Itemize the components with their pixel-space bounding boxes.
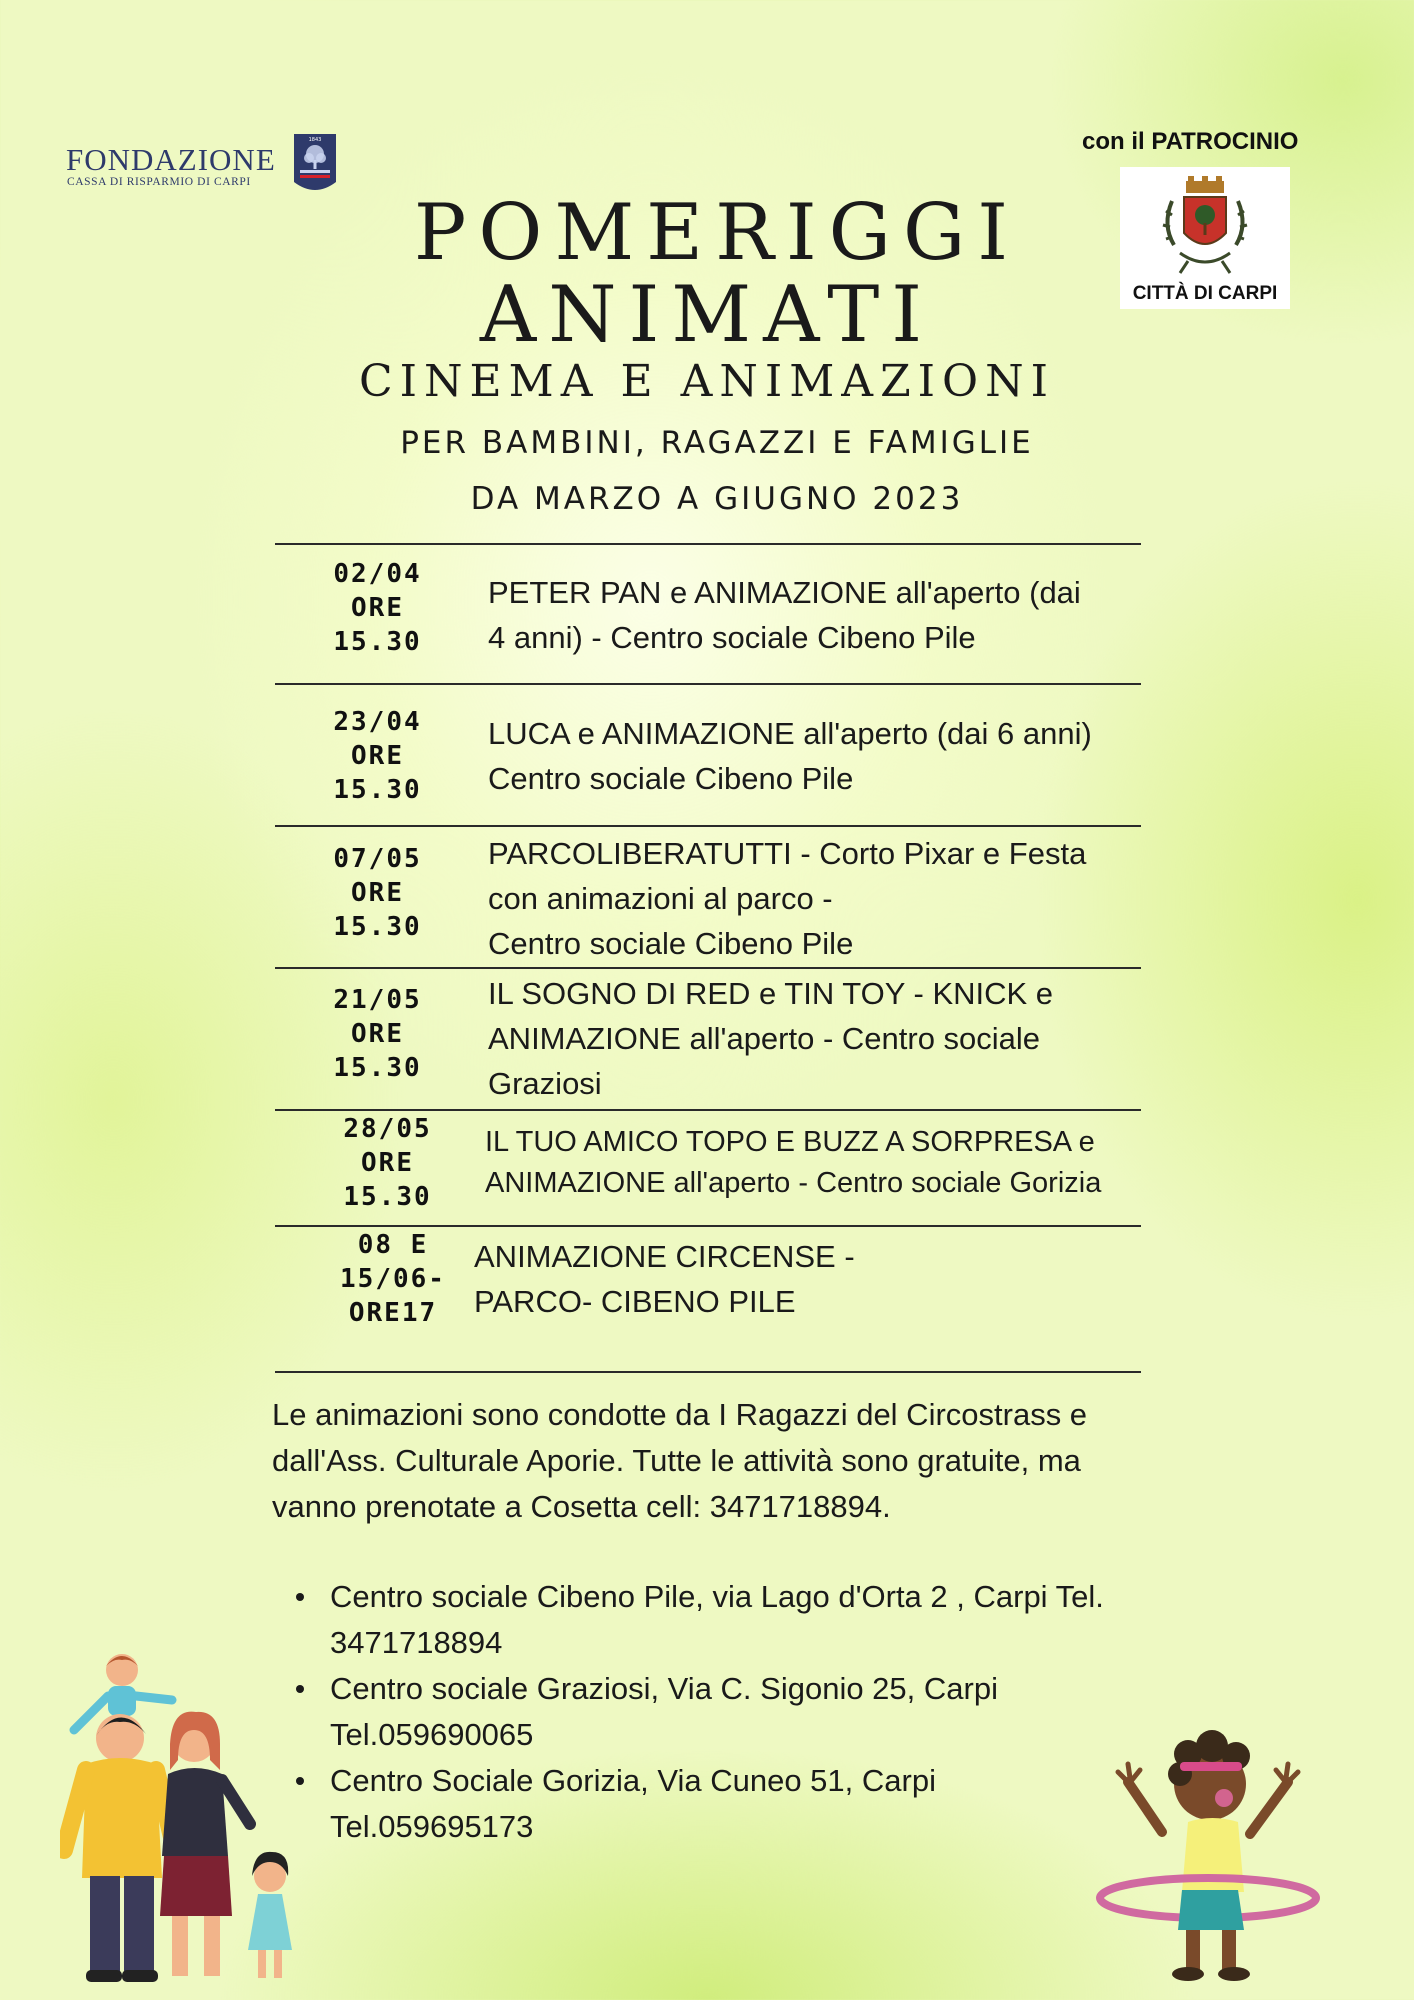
event-date-day: 23/04 bbox=[333, 707, 422, 737]
contact-phone: Tel.059695173 bbox=[330, 1809, 534, 1844]
event-date-time: 15.30 bbox=[333, 912, 422, 942]
divider bbox=[275, 683, 1141, 685]
event-date-ore: ORE bbox=[351, 741, 404, 771]
event-date-day: 07/05 bbox=[333, 844, 422, 874]
event-description-line: PETER PAN e ANIMAZIONE all'aperto (dai bbox=[488, 575, 1081, 610]
event-date-3 bbox=[310, 842, 445, 944]
event-date-ore: ORE bbox=[351, 878, 404, 908]
event-date-day: 08 E bbox=[357, 1230, 429, 1260]
event-date-time: 15.30 bbox=[343, 1182, 432, 1212]
event-date-ore: 15/06- bbox=[340, 1264, 446, 1294]
divider bbox=[275, 825, 1141, 827]
contact-phone: 3471718894 bbox=[330, 1625, 503, 1660]
audience-subtitle: PER BAMBINI, RAGAZZI E FAMIGLIE bbox=[400, 425, 1034, 461]
city-name: CITTÀ DI CARPI bbox=[1132, 283, 1278, 304]
bullet-icon bbox=[296, 1593, 304, 1601]
event-description-line: IL SOGNO DI RED e TIN TOY - KNICK e bbox=[488, 976, 1054, 1011]
foundation-name: FONDAZIONE bbox=[66, 142, 276, 177]
child-hula-hoop-illustration-icon bbox=[1088, 1722, 1328, 1988]
event-date-time: 15.30 bbox=[333, 775, 422, 805]
event-date-1 bbox=[310, 557, 445, 659]
family-illustration-icon bbox=[60, 1640, 310, 1986]
event-date-4 bbox=[310, 983, 445, 1085]
contact-address: Centro sociale Graziosi, Via C. Sigonio 25, Carpi bbox=[330, 1671, 998, 1706]
event-description-line: IL TUO AMICO TOPO E BUZZ A SORPRESA e bbox=[485, 1126, 1095, 1158]
list-item bbox=[330, 1666, 1104, 1758]
event-date-ore: ORE bbox=[361, 1148, 414, 1178]
event-date-2 bbox=[310, 705, 445, 807]
divider bbox=[275, 543, 1141, 545]
foundation-year: 1843 bbox=[308, 137, 322, 143]
title-line-1: POMERIGGI bbox=[413, 188, 1021, 278]
event-date-day: 28/05 bbox=[343, 1114, 432, 1144]
event-description-line: Centro sociale Cibeno Pile bbox=[488, 761, 854, 796]
event-date-day: 21/05 bbox=[333, 985, 422, 1015]
period-subtitle: DA MARZO A GIUGNO 2023 bbox=[470, 481, 964, 517]
event-description-line: Centro sociale Cibeno Pile bbox=[488, 926, 854, 961]
contact-phone: Tel.059690065 bbox=[330, 1717, 534, 1752]
list-item bbox=[330, 1758, 1104, 1850]
event-description-4 bbox=[488, 971, 1053, 1106]
patronage-label: con il PATROCINIO bbox=[1082, 128, 1299, 155]
info-paragraph bbox=[272, 1392, 1192, 1530]
divider bbox=[275, 1225, 1141, 1227]
contact-address: Centro Sociale Gorizia, Via Cuneo 51, Carpi bbox=[330, 1763, 936, 1798]
divider bbox=[275, 1109, 1141, 1111]
title-line-2: ANIMATI bbox=[479, 270, 935, 360]
list-item bbox=[330, 1574, 1104, 1666]
info-line: vanno prenotate a Cosetta cell: 3471718894. bbox=[272, 1489, 891, 1524]
event-date-time: 15.30 bbox=[333, 627, 422, 657]
contacts-list bbox=[330, 1574, 1104, 1850]
event-date-time: ORE17 bbox=[348, 1298, 438, 1328]
event-date-ore: ORE bbox=[351, 593, 404, 623]
info-line: Le animazioni sono condotte da I Ragazzi del Circostrass e bbox=[272, 1397, 1088, 1432]
event-description-line: ANIMAZIONE all'aperto - Centro sociale Gorizia bbox=[485, 1167, 1102, 1199]
event-date-5 bbox=[320, 1112, 455, 1214]
event-description-line: PARCO- CIBENO PILE bbox=[474, 1284, 796, 1319]
event-description-2 bbox=[488, 711, 1092, 801]
title-line-3: CINEMA E ANIMAZIONI bbox=[359, 356, 1055, 407]
event-date-ore: ORE bbox=[351, 1019, 404, 1049]
divider bbox=[275, 967, 1141, 969]
event-date-day: 02/04 bbox=[333, 559, 422, 589]
event-description-1 bbox=[488, 570, 1081, 660]
event-description-line: con animazioni al parco - bbox=[488, 881, 833, 916]
event-description-line: PARCOLIBERATUTTI - Corto Pixar e Festa bbox=[488, 836, 1087, 871]
event-description-line: ANIMAZIONE all'aperto - Centro sociale bbox=[488, 1021, 1041, 1056]
event-date-time: 15.30 bbox=[333, 1053, 422, 1083]
event-description-3 bbox=[488, 831, 1086, 966]
event-description-5 bbox=[485, 1122, 1101, 1204]
foundation-subtitle: CASSA DI RISPARMIO DI CARPI bbox=[67, 176, 251, 188]
event-description-line: Graziosi bbox=[488, 1066, 602, 1101]
event-date-6 bbox=[318, 1228, 468, 1330]
event-description-line: 4 anni) - Centro sociale Cibeno Pile bbox=[488, 620, 976, 655]
event-description-line: ANIMAZIONE CIRCENSE - bbox=[474, 1239, 855, 1274]
event-description-line: LUCA e ANIMAZIONE all'aperto (dai 6 anni) bbox=[488, 716, 1092, 751]
event-description-6 bbox=[474, 1234, 855, 1324]
info-line: dall'Ass. Culturale Aporie. Tutte le attività sono gratuite, ma bbox=[272, 1443, 1081, 1478]
contact-address: Centro sociale Cibeno Pile, via Lago d'Orta 2 , Carpi Tel. bbox=[330, 1579, 1104, 1614]
divider bbox=[275, 1371, 1141, 1373]
